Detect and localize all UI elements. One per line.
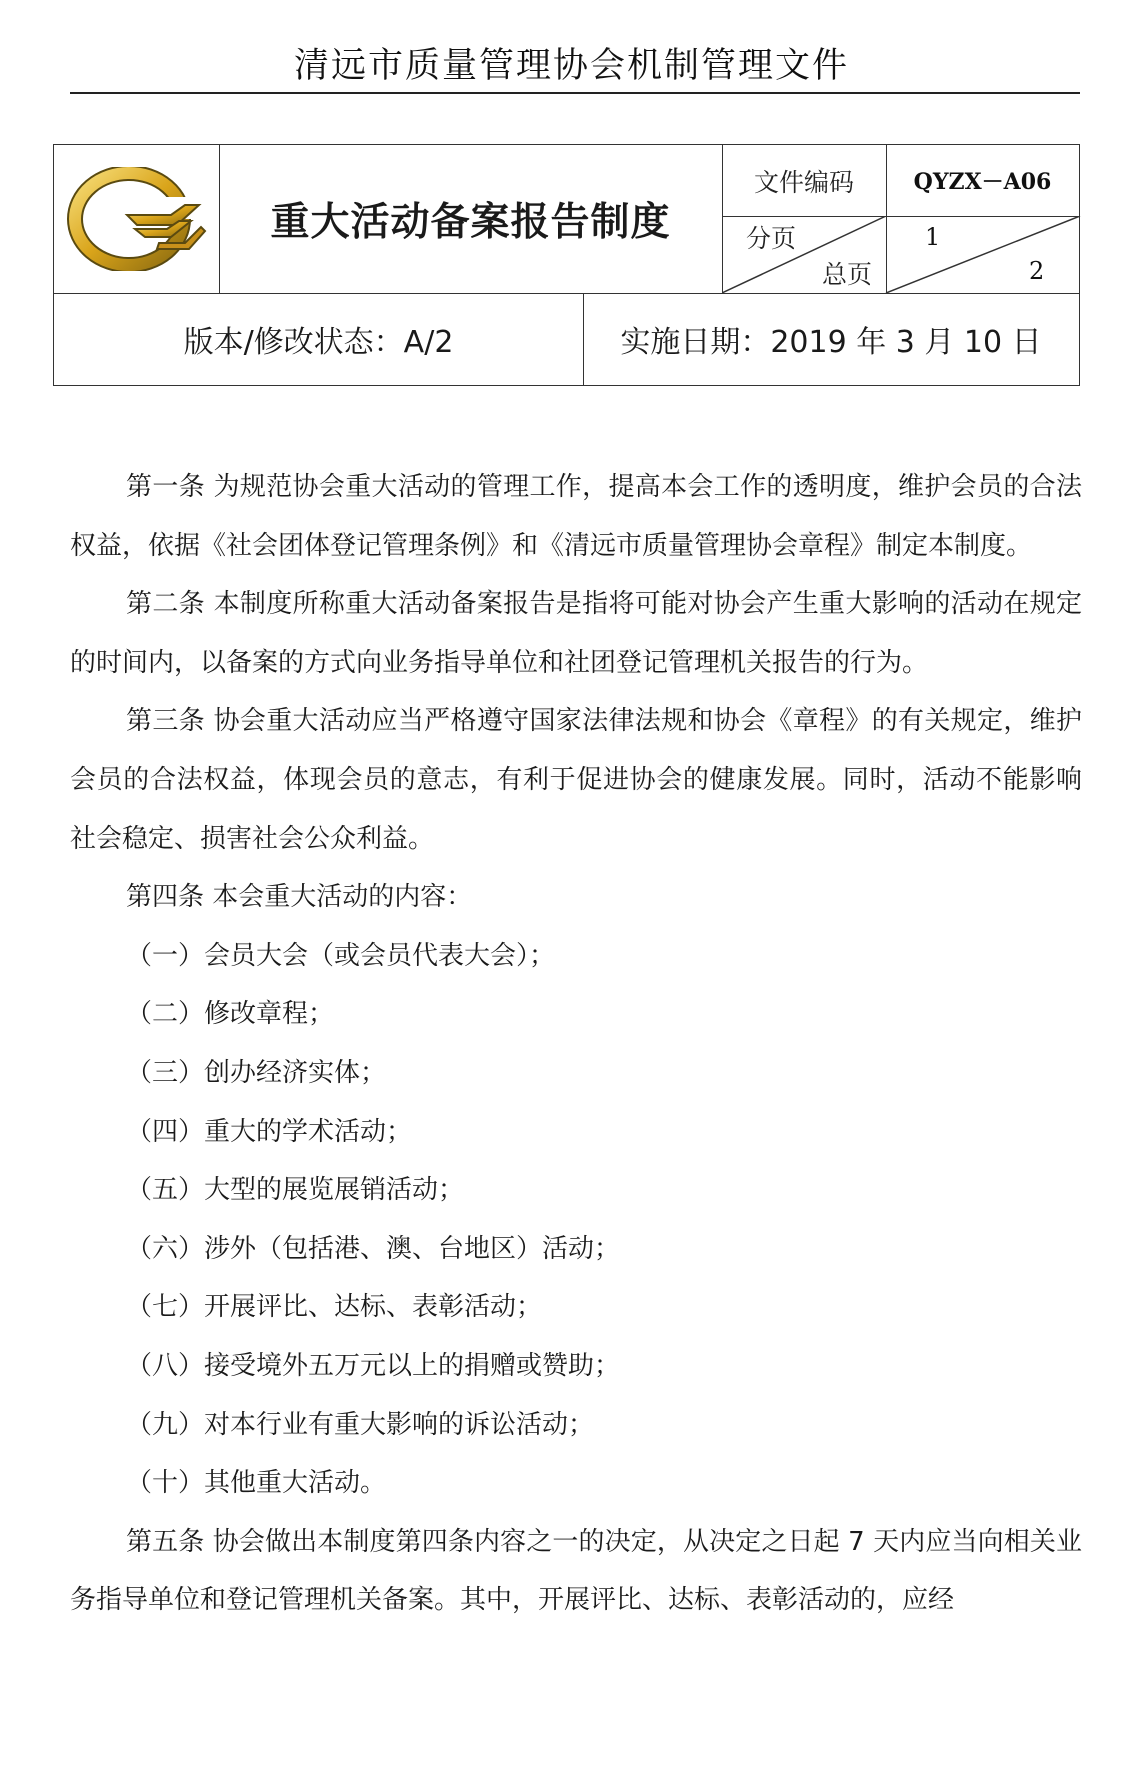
list-item: （六）涉外（包括港、澳、台地区）活动；: [126, 1233, 621, 1264]
list-item: （四）重大的学术活动；: [126, 1116, 413, 1147]
list-item: （十）其他重大活动。: [126, 1468, 387, 1499]
document-header-title: 清远市质量管理协会机制管理文件: [293, 46, 849, 86]
article-3: 第三条 协会重大活动应当严格遵守国家法律法规和协会《章程》的有关规定，维护会员的合法权益，体现会员的意志，有利于促进协会的健康发展。同时，活动不能影响社会稳定、损害社会公众利益。: [70, 706, 1082, 854]
page-number: 1: [925, 223, 941, 251]
document-info-table: [53, 144, 1080, 386]
list-item: （二）修改章程；: [126, 999, 335, 1030]
implementation-date: 实施日期：2019 年 3 月 10 日: [620, 325, 1042, 360]
doc-code-value: QYZX－A06: [913, 169, 1052, 195]
article-2: 第二条 本制度所称重大活动备案报告是指将可能对协会产生重大影响的活动在规定的时间内，以备案的方式向业务指导单位和社团登记管理机关报告的行为。: [70, 589, 1082, 678]
logo-cell: [54, 145, 219, 293]
list-item: （七）开展评比、达标、表彰活动；: [126, 1292, 543, 1323]
list-item: （三）创办经济实体；: [126, 1057, 387, 1088]
header-divider: [70, 92, 1080, 94]
page-label: 分页: [746, 224, 797, 253]
article-1: 第一条 为规范协会重大活动的管理工作，提高本会工作的透明度，维护会员的合法权益，依据《社会团体登记管理条例》和《清远市质量管理协会章程》制定本制度。: [70, 472, 1082, 561]
total-pages-number: 2: [1029, 257, 1045, 285]
total-pages-label: 总页: [822, 260, 873, 289]
article-5: 第五条 协会做出本制度第四条内容之一的决定，从决定之日起 7 天内应当向相关业务指导单位和登记管理机关备案。其中，开展评比、达标、表彰活动的，应经: [70, 1526, 1082, 1616]
doc-code-label: 文件编码: [753, 167, 854, 197]
qiq-association-logo-icon: [67, 167, 207, 271]
article-4: 第四条 本会重大活动的内容：: [126, 882, 473, 913]
document-body: [70, 458, 1082, 1630]
version-status: 版本/修改状态：A/2: [183, 325, 454, 360]
list-item: （一）会员大会（或会员代表大会）；: [126, 940, 556, 971]
document-title: 重大活动备案报告制度: [270, 200, 671, 245]
list-item: （八）接受境外五万元以上的捐赠或赞助；: [126, 1350, 621, 1381]
list-item: （五）大型的展览展销活动；: [126, 1175, 465, 1206]
list-item: （九）对本行业有重大影响的诉讼活动；: [126, 1409, 595, 1440]
